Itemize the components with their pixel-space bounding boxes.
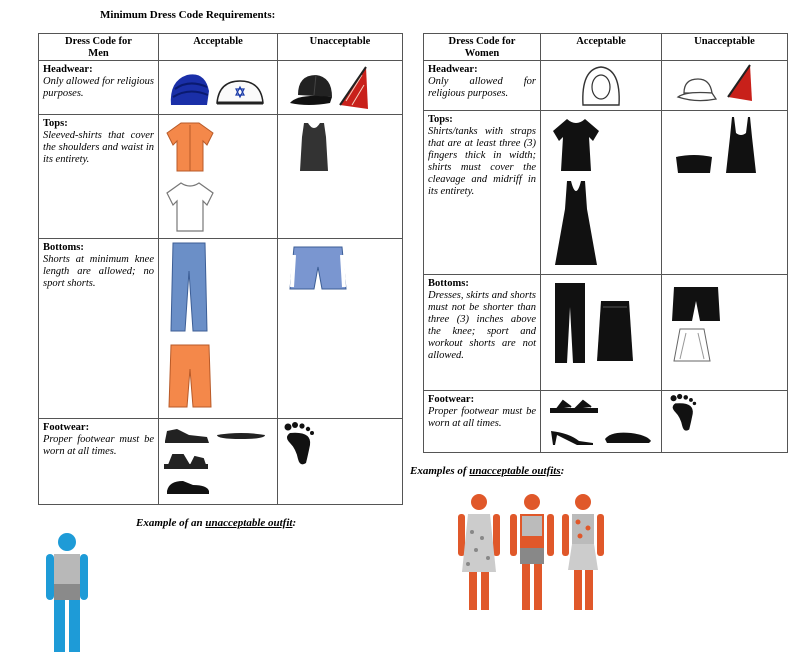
women-bottoms-text: [424, 275, 541, 391]
men-dress-code-table: [38, 33, 403, 505]
women-header-unacceptable: Unacceptable: [662, 34, 788, 61]
women-header-category: Dress Code for Women: [424, 34, 541, 61]
caption-suffix: :: [560, 465, 565, 477]
womens-tshirt-icon: [551, 117, 601, 173]
black-dress-icon: [553, 179, 599, 267]
men-headwear-text: [39, 61, 159, 115]
baseball-cap-icon: [288, 71, 336, 111]
men-tops-unacceptable: [278, 115, 403, 239]
men-footwear-text: [39, 419, 159, 505]
bandana-icon: [336, 65, 370, 111]
women-footwear-text: [424, 391, 541, 453]
tank-top-icon: [296, 121, 332, 173]
men-bottoms-acceptable: [159, 239, 278, 419]
women-dress-code-table: [423, 33, 788, 453]
women-headwear-text: [424, 61, 541, 111]
strappy-sandals-icon: [549, 397, 599, 413]
category-label: Bottoms:: [428, 278, 469, 289]
orange-shorts-icon: [167, 343, 213, 409]
category-description: Only allowed for religious purposes.: [428, 76, 536, 99]
spaghetti-tank-icon: [724, 115, 758, 175]
men-headwear-acceptable: [159, 61, 278, 115]
flats-icon: [603, 429, 653, 445]
cap-outline-icon: [676, 75, 720, 103]
women-bottoms-acceptable: [541, 275, 662, 391]
men-tops-text: [39, 115, 159, 239]
category-description: Shirts/tanks with straps that are at least three (3) fingers thick in width; shirts must cover the cleavage and midriff in its entirety.: [428, 126, 536, 197]
caption-underlined: unacceptable outfit: [205, 517, 293, 529]
bandana-icon: [724, 63, 754, 103]
men-bottoms-unacceptable: [278, 239, 403, 419]
caption-suffix: :: [292, 517, 297, 529]
men-header-unacceptable: Unacceptable: [278, 34, 403, 61]
sandals-icon: [163, 451, 209, 469]
pencil-skirt-icon: [595, 299, 635, 363]
women-footwear-acceptable: [541, 391, 662, 453]
men-footwear-unacceptable: [278, 419, 403, 505]
bare-foot-icon: [668, 393, 700, 433]
men-headwear-unacceptable: [278, 61, 403, 115]
high-heels-icon: [549, 425, 595, 447]
women-header-acceptable: Acceptable: [541, 34, 662, 61]
category-description: Dresses, skirts and shorts must not be shorter than three (3) inches above the knee; sport and workout shorts are not allowed.: [428, 290, 536, 361]
category-label: Footwear:: [428, 394, 475, 405]
women-tops-acceptable: [541, 111, 662, 275]
women-unacceptable-outfit-figure-1: [452, 492, 506, 612]
women-unacceptable-outfit-figure-3: [556, 492, 610, 612]
sport-shorts-icon: [288, 245, 348, 293]
category-description: Sleeved-shirts that cover the shoulders and waist in its entirety.: [43, 130, 154, 165]
category-label: Bottoms:: [43, 242, 84, 253]
jeans-icon: [169, 241, 209, 333]
women-tops-unacceptable: [662, 111, 788, 275]
mini-skirt-icon: [672, 327, 712, 363]
category-label: Headwear:: [428, 64, 478, 75]
kippah-icon: [215, 77, 265, 107]
white-tshirt-icon: [165, 181, 215, 233]
sneakers-icon: [163, 425, 211, 445]
orange-sleeved-shirt-icon: [165, 121, 215, 173]
hijab-icon: [579, 65, 623, 107]
men-footwear-acceptable: [159, 419, 278, 505]
men-header-acceptable: Acceptable: [159, 34, 278, 61]
category-description: Only allowed for religious purposes.: [43, 76, 154, 99]
men-unacceptable-caption: [136, 517, 296, 529]
turban-icon: [167, 69, 211, 109]
men-header-category: Dress Code for Men: [39, 34, 159, 61]
women-unacceptable-caption: [410, 465, 564, 477]
dress-shoes-icon: [165, 477, 211, 495]
page-title: Minimum Dress Code Requirements:: [100, 9, 276, 21]
bare-foot-icon: [282, 421, 318, 467]
caption-underlined: unacceptable outfits: [469, 465, 561, 477]
black-trousers-icon: [553, 281, 587, 365]
tube-top-icon: [674, 153, 714, 175]
category-label: Tops:: [43, 118, 68, 129]
women-headwear-acceptable: [541, 61, 662, 111]
men-tops-acceptable: [159, 115, 278, 239]
men-unacceptable-outfit-figure: [38, 530, 98, 655]
caption-prefix: Examples of: [410, 465, 470, 477]
women-bottoms-unacceptable: [662, 275, 788, 391]
women-unacceptable-outfit-figure-2: [506, 492, 558, 612]
women-footwear-unacceptable: [662, 391, 788, 453]
black-shorts-icon: [670, 285, 722, 325]
flip-flops-icon: [215, 429, 267, 443]
category-description: Proper footwear must be worn at all times.: [428, 406, 536, 429]
category-label: Tops:: [428, 114, 453, 125]
men-bottoms-text: [39, 239, 159, 419]
caption-prefix: Example of an: [136, 517, 206, 529]
women-headwear-unacceptable: [662, 61, 788, 111]
category-description: Proper footwear must be worn at all times.: [43, 434, 154, 457]
women-tops-text: [424, 111, 541, 275]
category-description: Shorts at minimum knee length are allowed; no sport shorts.: [43, 254, 154, 289]
category-label: Headwear:: [43, 64, 93, 75]
category-label: Footwear:: [43, 422, 90, 433]
